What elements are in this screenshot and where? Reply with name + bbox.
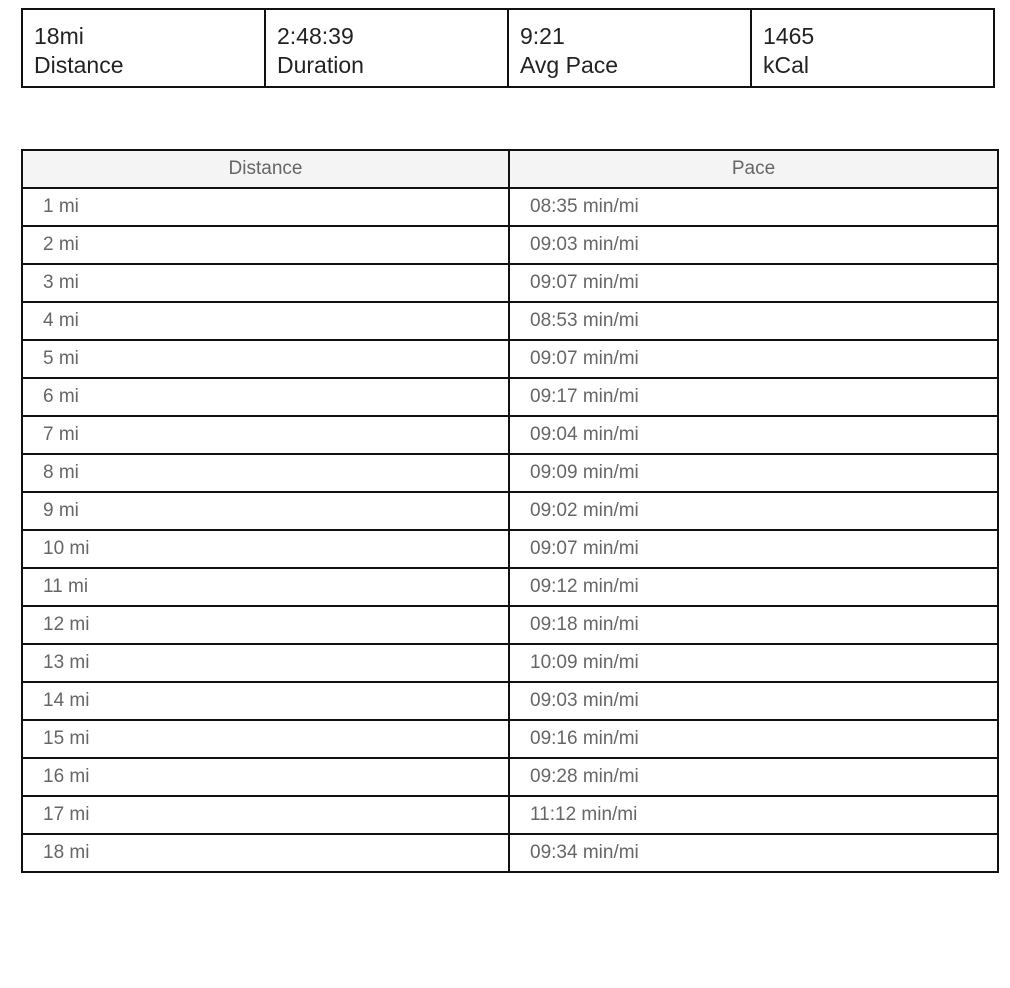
table-row	[22, 302, 998, 340]
split-pace-cell: 10:09 min/mi	[509, 644, 998, 682]
split-pace-cell: 09:17 min/mi	[509, 378, 998, 416]
split-distance-cell: 12 mi	[22, 606, 509, 644]
split-pace-cell: 08:53 min/mi	[509, 302, 998, 340]
table-row	[22, 454, 998, 492]
table-header-row	[22, 150, 998, 188]
split-pace-cell: 09:34 min/mi	[509, 834, 998, 872]
table-row	[22, 378, 998, 416]
table-row	[22, 682, 998, 720]
split-distance-cell: 10 mi	[22, 530, 509, 568]
stat-value: 1465	[763, 23, 815, 49]
splits-table	[21, 149, 999, 873]
table-row	[22, 568, 998, 606]
split-distance-cell: 3 mi	[22, 264, 509, 302]
split-distance-cell: 5 mi	[22, 340, 509, 378]
split-pace-cell: 08:35 min/mi	[509, 188, 998, 226]
split-pace-cell: 09:03 min/mi	[509, 226, 998, 264]
table-row	[22, 720, 998, 758]
table-row	[22, 340, 998, 378]
split-distance-cell: 11 mi	[22, 568, 509, 606]
table-row	[22, 758, 998, 796]
split-distance-cell: 1 mi	[22, 188, 509, 226]
split-distance-cell: 17 mi	[22, 796, 509, 834]
split-distance-cell: 16 mi	[22, 758, 509, 796]
split-distance-cell: 7 mi	[22, 416, 509, 454]
split-distance-cell: 9 mi	[22, 492, 509, 530]
table-row	[22, 796, 998, 834]
split-pace-cell: 09:03 min/mi	[509, 682, 998, 720]
split-distance-cell: 8 mi	[22, 454, 509, 492]
splits-body	[22, 188, 998, 872]
stat-kcal	[750, 10, 993, 86]
split-distance-cell: 18 mi	[22, 834, 509, 872]
stat-duration	[264, 10, 507, 86]
split-pace-cell: 09:12 min/mi	[509, 568, 998, 606]
table-row	[22, 492, 998, 530]
split-pace-cell: 11:12 min/mi	[509, 796, 998, 834]
stat-distance	[23, 10, 264, 86]
split-distance-cell: 4 mi	[22, 302, 509, 340]
table-row	[22, 188, 998, 226]
split-distance-cell: 13 mi	[22, 644, 509, 682]
split-pace-cell: 09:07 min/mi	[509, 530, 998, 568]
split-distance-cell: 6 mi	[22, 378, 509, 416]
split-distance-cell: 2 mi	[22, 226, 509, 264]
split-pace-cell: 09:02 min/mi	[509, 492, 998, 530]
column-header-pace: Pace	[509, 150, 998, 188]
split-pace-cell: 09:07 min/mi	[509, 340, 998, 378]
table-row	[22, 606, 998, 644]
split-pace-cell: 09:18 min/mi	[509, 606, 998, 644]
split-pace-cell: 09:28 min/mi	[509, 758, 998, 796]
stat-value: 9:21	[520, 23, 565, 49]
column-header-distance: Distance	[22, 150, 509, 188]
table-row	[22, 644, 998, 682]
stat-label: Distance	[34, 52, 124, 78]
stat-value: 18mi	[34, 23, 84, 49]
stat-label: kCal	[763, 52, 810, 78]
split-pace-cell: 09:04 min/mi	[509, 416, 998, 454]
table-row	[22, 530, 998, 568]
stat-avg-pace	[507, 10, 750, 86]
table-row	[22, 834, 998, 872]
table-row	[22, 226, 998, 264]
split-distance-cell: 15 mi	[22, 720, 509, 758]
run-summary	[21, 8, 995, 88]
stat-label: Duration	[277, 52, 364, 78]
split-pace-cell: 09:07 min/mi	[509, 264, 998, 302]
table-row	[22, 416, 998, 454]
split-pace-cell: 09:16 min/mi	[509, 720, 998, 758]
table-row	[22, 264, 998, 302]
stat-label: Avg Pace	[520, 52, 619, 78]
split-pace-cell: 09:09 min/mi	[509, 454, 998, 492]
split-distance-cell: 14 mi	[22, 682, 509, 720]
stat-value: 2:48:39	[277, 23, 354, 49]
